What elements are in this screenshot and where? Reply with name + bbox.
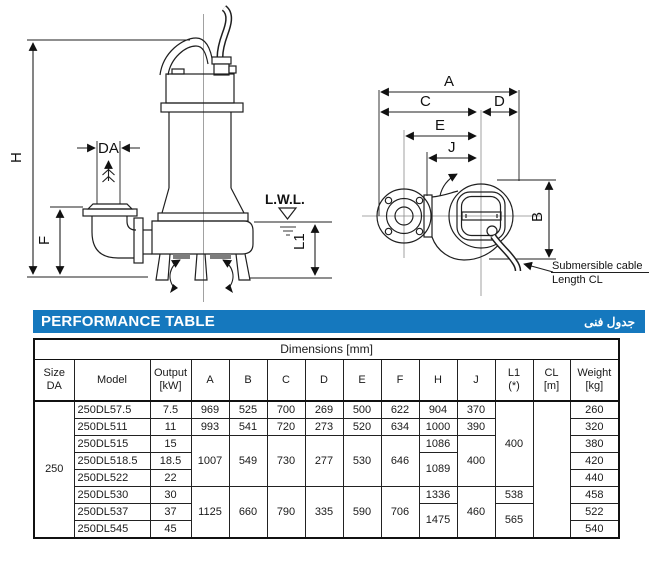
performance-table	[33, 338, 620, 539]
table-cell: 320	[570, 419, 619, 436]
table-cell: 390	[457, 419, 495, 436]
table-cell: 400	[495, 401, 533, 487]
performance-table-header-bar	[33, 310, 645, 333]
cable-label-line2: Length CL	[552, 274, 603, 286]
table-row	[34, 487, 619, 504]
table-cell: 549	[229, 436, 267, 487]
table-cell: 993	[191, 419, 229, 436]
table-cell: 277	[305, 436, 343, 487]
table-cell: 250DL545	[74, 521, 150, 539]
table-cell: 18.5	[150, 453, 191, 470]
table-cell: 969	[191, 401, 229, 419]
table-cell: 646	[381, 436, 419, 487]
pump-side-view	[8, 8, 332, 302]
table-cell: 720	[267, 419, 305, 436]
dim-label-d: D	[494, 93, 505, 110]
power-cable	[212, 8, 236, 75]
cable-callout	[524, 260, 649, 286]
column-header: B	[229, 360, 267, 402]
column-header: Model	[74, 360, 150, 402]
table-cell: 335	[305, 487, 343, 539]
dimension-j	[429, 139, 476, 158]
column-header: F	[381, 360, 419, 402]
dim-label-e: E	[435, 117, 446, 134]
dimensions-header-cell: Dimensions [mm]	[34, 339, 619, 360]
table-cell: 904	[419, 401, 457, 419]
column-header: E	[343, 360, 381, 402]
table-cell: 250	[34, 401, 74, 538]
table-cell: 590	[343, 487, 381, 539]
table-cell: 1475	[419, 504, 457, 539]
column-header: C	[267, 360, 305, 402]
table-cell: 700	[267, 401, 305, 419]
discharge-elbow	[83, 204, 152, 263]
cable-top-view	[487, 226, 518, 271]
table-cell: 1000	[419, 419, 457, 436]
table-cell: 250DL530	[74, 487, 150, 504]
column-header: Output [kW]	[150, 360, 191, 402]
dim-label-c: C	[420, 93, 431, 110]
table-cell: 1007	[191, 436, 229, 487]
table-cell: 634	[381, 419, 419, 436]
table-cell: 530	[343, 436, 381, 487]
table-cell: 30	[150, 487, 191, 504]
column-header: D	[305, 360, 343, 402]
dim-label-j: J	[448, 139, 456, 156]
table-cell: 541	[229, 419, 267, 436]
table-cell: 380	[570, 436, 619, 453]
performance-table-title-arabic: جدول فنی	[584, 314, 635, 329]
table-cell: 15	[150, 436, 191, 453]
dim-label-b: B	[529, 211, 546, 222]
column-header: L1 (*)	[495, 360, 533, 402]
table-cell: 538	[495, 487, 533, 504]
table-cell: 45	[150, 521, 191, 539]
table-cell: 250DL537	[74, 504, 150, 521]
dimension-e	[406, 117, 476, 136]
column-header: H	[419, 360, 457, 402]
table-cell: 660	[229, 487, 267, 539]
table-cell: 1125	[191, 487, 229, 539]
table-cell: 790	[267, 487, 305, 539]
water-level-mark	[254, 192, 332, 235]
table-cell: 540	[570, 521, 619, 539]
table-cell: 370	[457, 401, 495, 419]
column-header: A	[191, 360, 229, 402]
table-row	[34, 401, 619, 419]
table-cell: 250DL57.5	[74, 401, 150, 419]
dimension-c	[381, 93, 476, 112]
suction-flow-arrow	[170, 260, 180, 289]
table-cell: 1086	[419, 436, 457, 453]
table-cell: 622	[381, 401, 419, 419]
column-header: J	[457, 360, 495, 402]
table-cell: 500	[343, 401, 381, 419]
table-cell: 250DL515	[74, 436, 150, 453]
table-cell: 1089	[419, 453, 457, 487]
table-cell: 269	[305, 401, 343, 419]
table-cell: 706	[381, 487, 419, 539]
column-header: Weight [kg]	[570, 360, 619, 402]
flow-direction-arrow	[440, 174, 457, 196]
table-cell: 400	[457, 436, 495, 487]
table-cell: 37	[150, 504, 191, 521]
table-cell: 420	[570, 453, 619, 470]
table-cell: 11	[150, 419, 191, 436]
dimension-b	[529, 182, 549, 257]
table-cell: 458	[570, 487, 619, 504]
table-cell: 273	[305, 419, 343, 436]
dimension-f	[36, 207, 83, 274]
dim-label-h: H	[8, 152, 25, 163]
dimension-a	[381, 73, 517, 92]
pump-top-view	[362, 73, 649, 296]
performance-table-title: PERFORMANCE TABLE	[41, 313, 215, 330]
table-cell: 250DL518.5	[74, 453, 150, 470]
table-cell: 730	[267, 436, 305, 487]
table-cell: 7.5	[150, 401, 191, 419]
table-cell: 250DL522	[74, 470, 150, 487]
table-cell: 525	[229, 401, 267, 419]
dim-label-a: A	[444, 73, 455, 90]
dimension-d	[483, 93, 517, 112]
table-cell: 250DL511	[74, 419, 150, 436]
table-cell: 460	[457, 487, 495, 539]
table-cell: 565	[495, 504, 533, 539]
lwl-label: L.W.L.	[265, 192, 305, 207]
cable-label-line1: Submersible cable	[552, 260, 643, 272]
dimension-l1	[250, 225, 332, 278]
table-cell	[533, 401, 570, 538]
table-cell: 440	[570, 470, 619, 487]
table-cell: 260	[570, 401, 619, 419]
column-header: Size DA	[34, 360, 74, 402]
dim-label-f: F	[36, 235, 53, 245]
table-cell: 1336	[419, 487, 457, 504]
dim-label-da: DA	[98, 140, 119, 157]
table-cell: 520	[343, 419, 381, 436]
suction-flow-arrow	[223, 260, 233, 289]
table-cell: 22	[150, 470, 191, 487]
dim-label-l1: L1	[291, 233, 308, 250]
dimension-da	[77, 140, 140, 204]
table-cell: 522	[570, 504, 619, 521]
column-header: CL [m]	[533, 360, 570, 402]
